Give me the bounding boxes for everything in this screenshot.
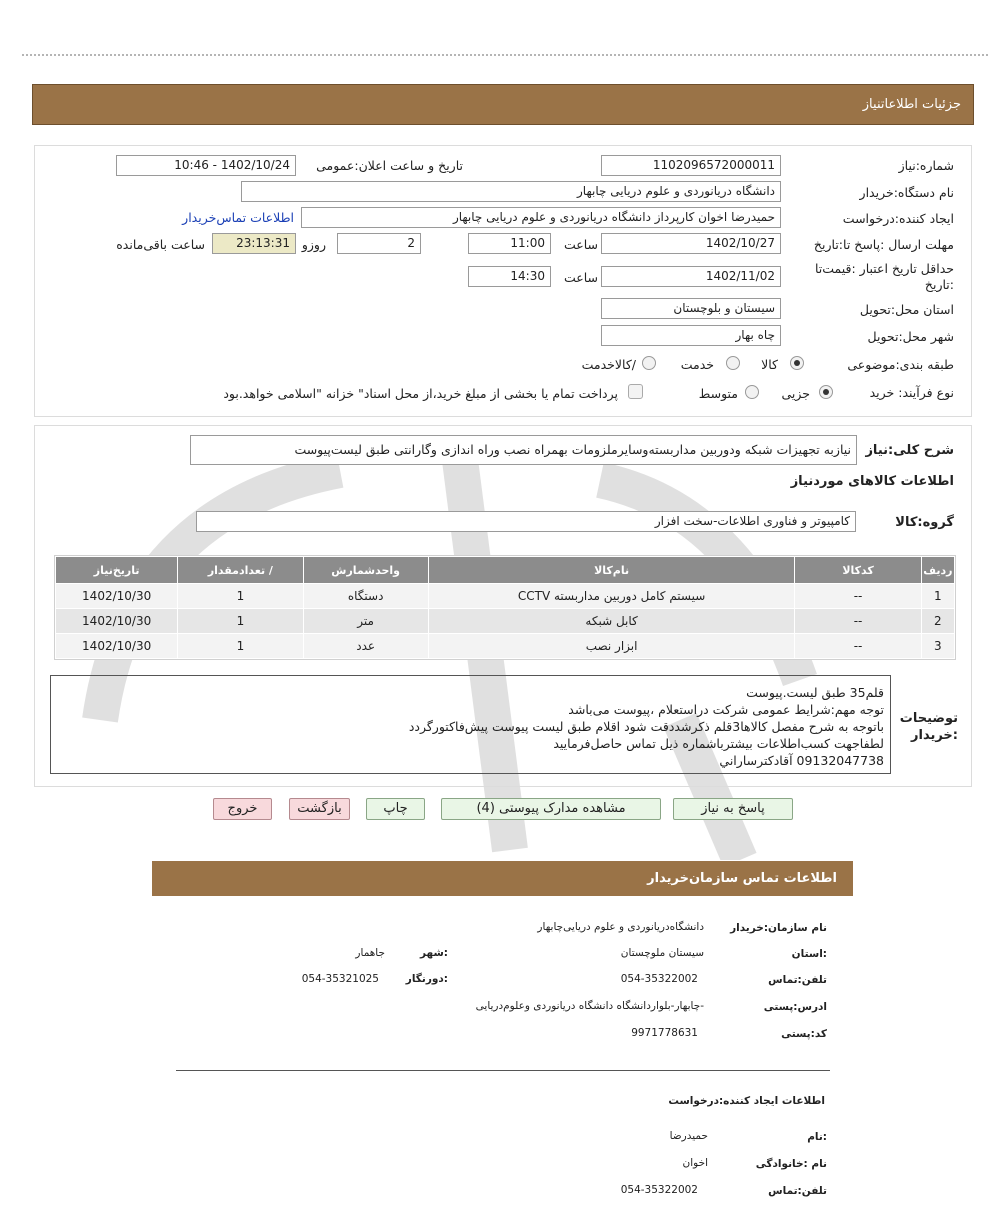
remaining-label: ساعت باقی‌مانده — [116, 237, 205, 252]
buyer-org-label: نام دستگاه:خریدار — [859, 185, 954, 200]
buyer-notes-box[interactable] — [50, 675, 891, 774]
goods-table — [54, 555, 956, 660]
table-cell: ابزار نصب — [429, 634, 795, 658]
header-title: جزئیات اطلاعاتنیاز — [862, 97, 961, 112]
process-medium-label: متوسط — [698, 386, 738, 401]
org-name-value: دانشگاه‌دریانوردی و علوم دریایی‌چابهار — [537, 921, 704, 933]
table-cell: عدد — [304, 634, 428, 658]
category-goods-radio[interactable] — [790, 356, 804, 370]
remaining-time-field: 23:13:31 — [212, 233, 296, 254]
table-row — [56, 634, 954, 658]
table-cell: 1 — [178, 584, 302, 608]
city-field[interactable]: چاه بهار — [601, 325, 781, 346]
col-header-name: نام‌کالا — [429, 557, 795, 583]
col-header-code: کدکالا — [795, 557, 920, 583]
announce-field[interactable]: 1402/10/24 - 10:46 — [116, 155, 296, 176]
note-line: توجه مهم:شرایط عمومی شرکت دراستعلام ،پیوست می‌باشد — [568, 702, 884, 717]
section-divider — [176, 1070, 830, 1071]
goods-group-field[interactable]: کامپیوتر و فناوری اطلاعات-سخت افزار — [196, 511, 856, 532]
table-cell: کابل شبکه — [429, 609, 795, 633]
creator-phone-label: تلفن:تماس — [768, 1185, 827, 1197]
postal-code-value: 9971778631 — [631, 1027, 698, 1039]
need-number-label: شماره:نیاز — [898, 158, 954, 173]
postal-code-label: کد:پستی — [781, 1028, 827, 1040]
contact-fax-value: 054-35321025 — [301, 973, 379, 985]
need-number-field[interactable]: 1102096572000011 — [601, 155, 781, 176]
creator-family-value: اخوان — [682, 1157, 708, 1169]
top-divider — [22, 54, 988, 56]
contact-phone-label: تلفن:تماس — [768, 974, 827, 986]
creator-label: ایجاد کننده:درخواست — [842, 211, 954, 226]
creator-info-title: اطلاعات ایجاد کننده:درخواست — [668, 1095, 825, 1107]
buyer-contact-title: اطلاعات تماس سازمان‌خریدار — [647, 871, 837, 886]
back-button[interactable]: بازگشت — [289, 798, 350, 820]
table-row — [56, 609, 954, 633]
process-medium-radio[interactable] — [745, 385, 759, 399]
summary-label: شرح کلی:نیاز — [865, 443, 954, 458]
col-header-unit: واحدشمارش — [304, 557, 428, 583]
col-header-row: ردیف — [922, 557, 954, 583]
announce-label: تاریخ و ساعت اعلان:عمومی — [316, 158, 463, 173]
days-label: روزو — [301, 237, 326, 252]
table-cell: -- — [795, 634, 920, 658]
note-line: 09132047738 آقادکترساراني — [719, 753, 884, 768]
goods-info-title: اطلاعات کالاهای موردنیاز — [790, 474, 954, 489]
note-line: قلم35 طبق لیست.پیوست — [746, 685, 884, 700]
table-cell: -- — [795, 609, 920, 633]
table-cell: 1402/10/30 — [56, 584, 177, 608]
contact-city-value: جاهمار — [355, 947, 385, 959]
contact-province-label: :استان — [791, 948, 827, 960]
process-minor-radio[interactable] — [819, 385, 833, 399]
col-header-date: تاریخ‌نیاز — [56, 557, 177, 583]
postal-address-label: ادرس:پستی — [763, 1001, 827, 1013]
province-field[interactable]: سیستان و بلوچستان — [601, 298, 781, 319]
summary-field[interactable]: نیازبه تجهیزات شبکه ودوربین مداربسته‌وسایرملزومات بهمراه نصب وراه اندازی وگارانتی طبق لیست‌پیوست — [190, 435, 857, 465]
reply-button[interactable]: پاسخ به نیاز — [673, 798, 793, 820]
contact-phone-value: 054-35322002 — [620, 973, 698, 985]
process-label: نوع فرآیند: خرید — [869, 385, 954, 400]
validity-hour-label: ساعت — [563, 270, 598, 285]
creator-phone-value: 054-35322002 — [620, 1184, 698, 1196]
table-cell: دستگاه — [304, 584, 428, 608]
buyer-notes-label: توضیحات :خریدار — [899, 711, 958, 743]
contact-province-value: سیستان ملوچستان — [620, 947, 704, 959]
validity-label: حداقل تاریخ اعتبار :قیمت‌تا :تاریخ — [814, 261, 954, 292]
deadline-time-field[interactable]: 11:00 — [468, 233, 551, 254]
table-cell: متر — [304, 609, 428, 633]
deadline-date-field[interactable]: 1402/10/27 — [601, 233, 781, 254]
creator-name-value: حمیدرضا — [669, 1130, 708, 1142]
table-cell: سیستم کامل دوربین مداربسته CCTV — [429, 584, 795, 608]
goods-group-label: گروه:کالا — [895, 515, 954, 530]
city-label: شهر محل:تحویل — [867, 329, 954, 344]
province-label: استان محل:تحویل — [859, 302, 954, 317]
buyer-contact-link[interactable]: اطلاعات تماس‌خریدار — [182, 210, 294, 225]
validity-date-field[interactable]: 1402/11/02 — [601, 266, 781, 287]
postal-address-value: -چابهار-بلواردانشگاه دانشگاه دریانوردی وعلوم‌دریایی — [475, 1000, 704, 1012]
category-service-radio[interactable] — [726, 356, 740, 370]
treasury-payment-note: پرداخت تمام یا بخشی از مبلغ خرید،از محل اسناد" خزانه "اسلامی خواهد.بود — [223, 386, 618, 401]
table-cell: 1402/10/30 — [56, 634, 177, 658]
note-line: لطفاجهت کسب‌اطلاعات بیشترباشماره ذیل تماس حاصل‌فرمایید — [553, 736, 884, 751]
table-cell: 2 — [922, 609, 954, 633]
treasury-payment-checkbox[interactable] — [628, 384, 643, 399]
table-cell: -- — [795, 584, 920, 608]
deadline-label: مهلت ارسال :پاسخ تا:تاریخ — [813, 237, 954, 252]
table-cell: 1 — [922, 584, 954, 608]
print-button[interactable]: چاپ — [366, 798, 425, 820]
note-line: باتوجه به شرح مفصل کالاها3قلم ذکرشددقت شود اقلام طبق لیست پیوست پیش‌فاکتورگردد — [408, 719, 884, 734]
exit-button[interactable]: خروج — [213, 798, 272, 820]
category-label: طبقه بندی:موضوعی — [847, 357, 954, 372]
category-service-label: خدمت — [680, 357, 714, 372]
table-cell: 1402/10/30 — [56, 609, 177, 633]
page-header — [32, 84, 974, 125]
view-documents-button[interactable]: مشاهده مدارک پیوستی (4) — [441, 798, 661, 820]
table-cell: 1 — [178, 609, 302, 633]
buyer-contact-header — [152, 861, 853, 896]
table-cell: 1 — [178, 634, 302, 658]
creator-field[interactable]: حمیدرضا اخوان کارپرداز دانشگاه دریانوردی و علوم دریایی چابهار — [301, 207, 781, 228]
process-minor-label: جزیی — [781, 386, 810, 401]
table-row — [56, 584, 954, 608]
contact-city-label: :شهر — [420, 947, 448, 959]
creator-family-label: نام :خانوادگی — [755, 1158, 827, 1170]
validity-time-field[interactable]: 14:30 — [468, 266, 551, 287]
buyer-org-field[interactable]: دانشگاه دریانوردی و علوم دریایی چابهار — [241, 181, 781, 202]
org-name-label: نام سازمان:خریدار — [730, 922, 827, 934]
category-both-label: /کالاخدمت — [581, 357, 636, 372]
contact-fax-label: :دورنگار — [405, 973, 448, 985]
col-header-qty: / تعدادمقدار — [178, 557, 302, 583]
table-cell: 3 — [922, 634, 954, 658]
creator-name-label: :نام — [807, 1131, 827, 1143]
category-goods-label: کالا — [761, 357, 778, 372]
category-both-radio[interactable] — [642, 356, 656, 370]
days-field[interactable]: 2 — [337, 233, 421, 254]
deadline-hour-label: ساعت — [563, 237, 598, 252]
